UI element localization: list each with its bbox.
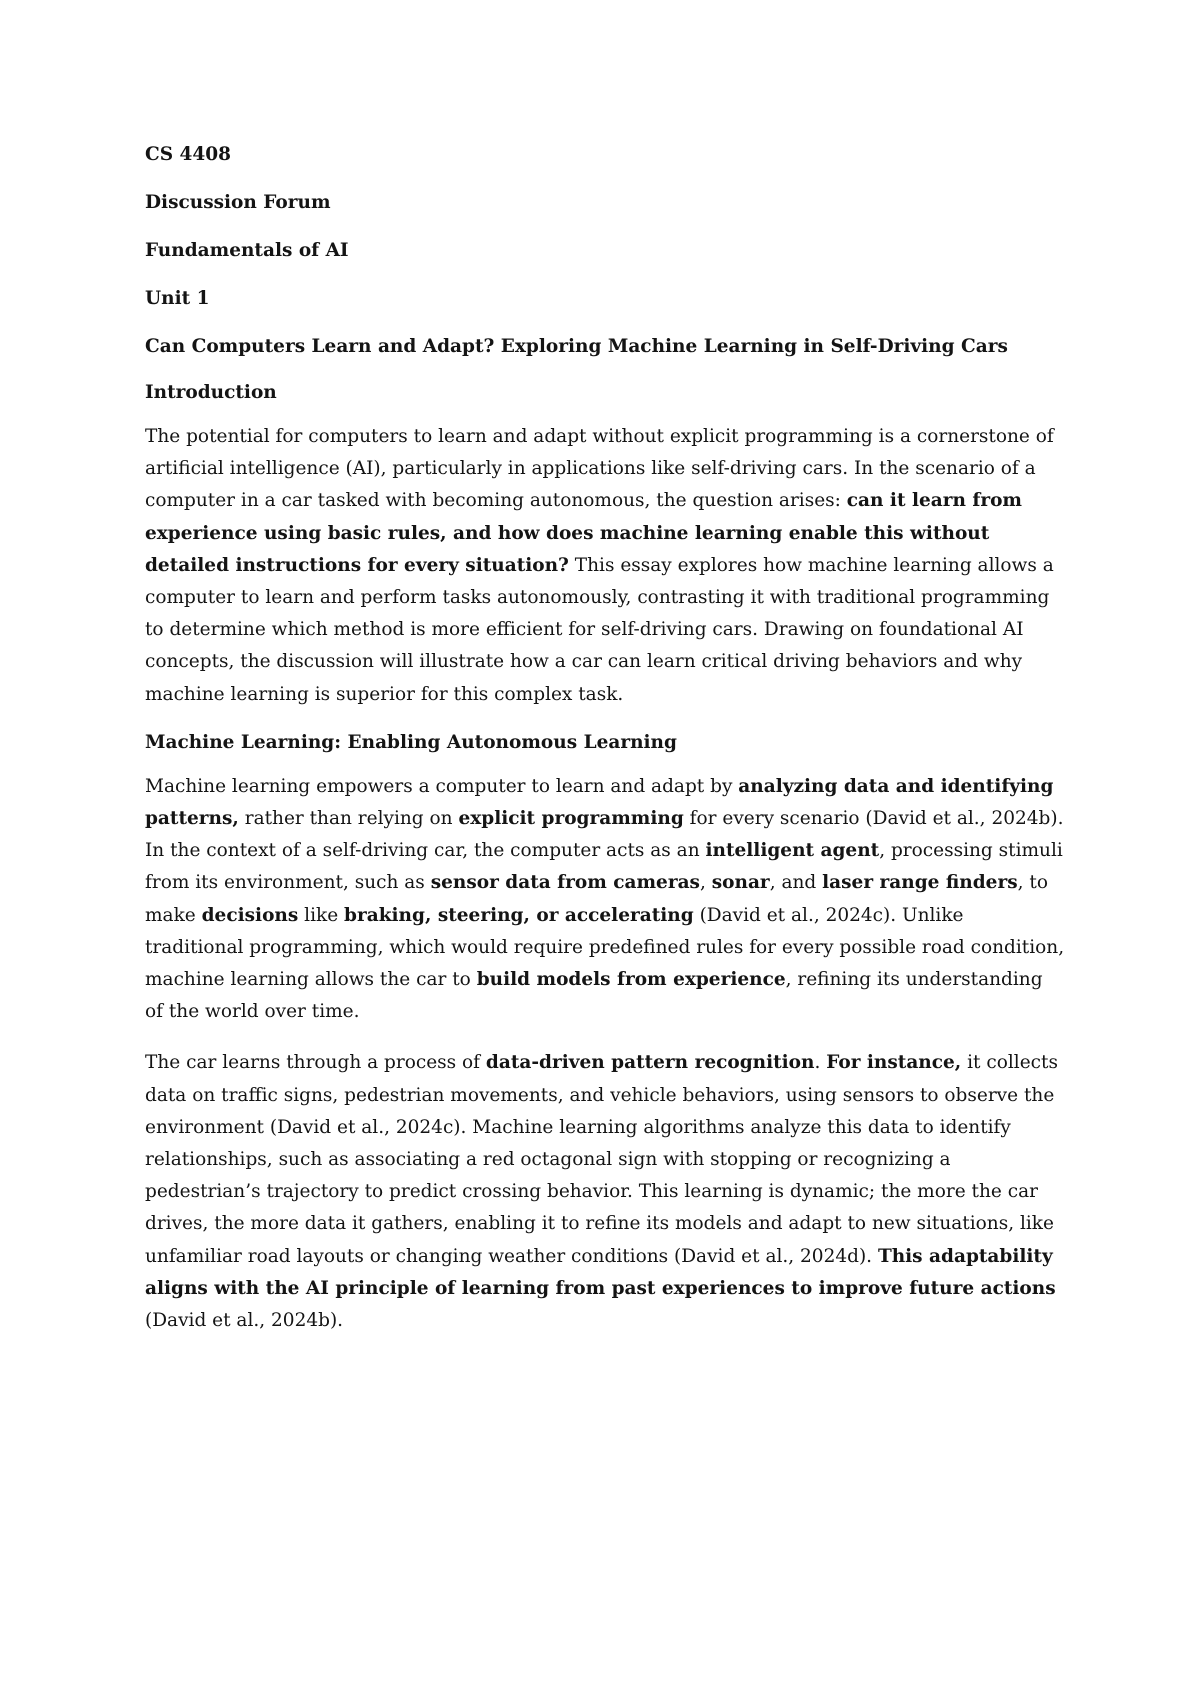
text-run: for every scenario (David et al., 2024b). In the context of a self-driving car, the computer acts as an [145, 808, 1064, 862]
assignment-type: Discussion Forum [145, 192, 331, 213]
bold-text: sonar [711, 872, 770, 894]
bold-text: This adaptability aligns with the AI principle of learning from past experiences to improve future actions [145, 1245, 1056, 1299]
body-paragraph [145, 771, 1065, 1029]
text-run: The potential for computers to learn and adapt without explicit programming is a cornerstone of artificial intelligence (AI), particularly in applications like self-driving cars. In the scenario of a computer in a car tasked with becoming autonomous, the question arises: [145, 426, 1054, 512]
bold-text: For instance, [826, 1052, 962, 1074]
body-paragraph [145, 1047, 1065, 1337]
bold-text: sensor data from cameras [430, 872, 700, 894]
essay-body [145, 380, 1065, 1337]
text-run: , processing stimuli from its environment, such as [145, 840, 1063, 894]
text-run: The car learns through a process of [145, 1052, 486, 1074]
bold-text: decisions [201, 904, 299, 926]
bold-text: data-driven pattern recognition [485, 1052, 815, 1074]
unit-label: Unit 1 [145, 288, 210, 309]
text-run: rather than relying on [238, 808, 459, 830]
document-page [145, 142, 1065, 1356]
body-paragraph [145, 421, 1065, 711]
text-run: This essay explores how machine learning allows a computer to learn and perform tasks autonomously, contrasting it with traditional programming to determine which method is more efficient for self-driving cars. Drawing on foundational AI concepts, the discussion will illustrate how a car can learn critical driving behaviors and why machine learning is superior for this complex task. [145, 554, 1054, 705]
text-run: . [814, 1052, 827, 1074]
bold-text: intelligent agent [705, 840, 880, 862]
bold-text: can it learn from experience using basic rules, and how does machine learning enable this without detailed instructions for every situation? [145, 490, 1022, 576]
text-run: Machine learning empowers a computer to learn and adapt by [145, 775, 739, 797]
text-run: , refining its understanding of the world over time. [145, 969, 1043, 1023]
text-run: , and [769, 872, 823, 894]
section-heading: Machine Learning: Enabling Autonomous Learning [145, 731, 677, 753]
section-heading: Introduction [145, 382, 277, 403]
text-run: (David et al., 2024b). [145, 1310, 344, 1332]
text-run: like [298, 904, 345, 926]
text-run: it collects data on traffic signs, pedestrian movements, and vehicle behaviors, using sensors to observe the environment (David et al., 2024c). Machine learning algorithms analyze this data to identify relationships, such as associating a red octagonal sign with stopping or recognizing a pedestrian’s trajectory to predict crossing behavior. This learning is dynamic; the more the car drives, the more data it gathers, enabling it to refine its models and adapt to new situations, like unfamiliar road layouts or changing weather conditions (David et al., 2024d). [145, 1052, 1058, 1267]
bold-text: laser range finders [822, 872, 1018, 894]
text-run: , to make [145, 872, 1048, 926]
bold-text: build models from experience [476, 969, 786, 991]
bold-text: analyzing data and identifying patterns, [145, 775, 1054, 830]
bold-text: braking, steering, or accelerating [344, 904, 694, 926]
text-run: (David et al., 2024c). Unlike traditional programming, which would require predefined rules for every possible road condition, machine learning allows the car to [145, 904, 1065, 991]
bold-text: explicit programming [458, 808, 684, 830]
essay-title: Can Computers Learn and Adapt? Exploring Machine Learning in Self-Driving Cars [145, 336, 1008, 357]
course-code: CS 4408 [145, 144, 232, 165]
text-run: , [699, 872, 712, 894]
course-subject: Fundamentals of AI [145, 240, 349, 261]
